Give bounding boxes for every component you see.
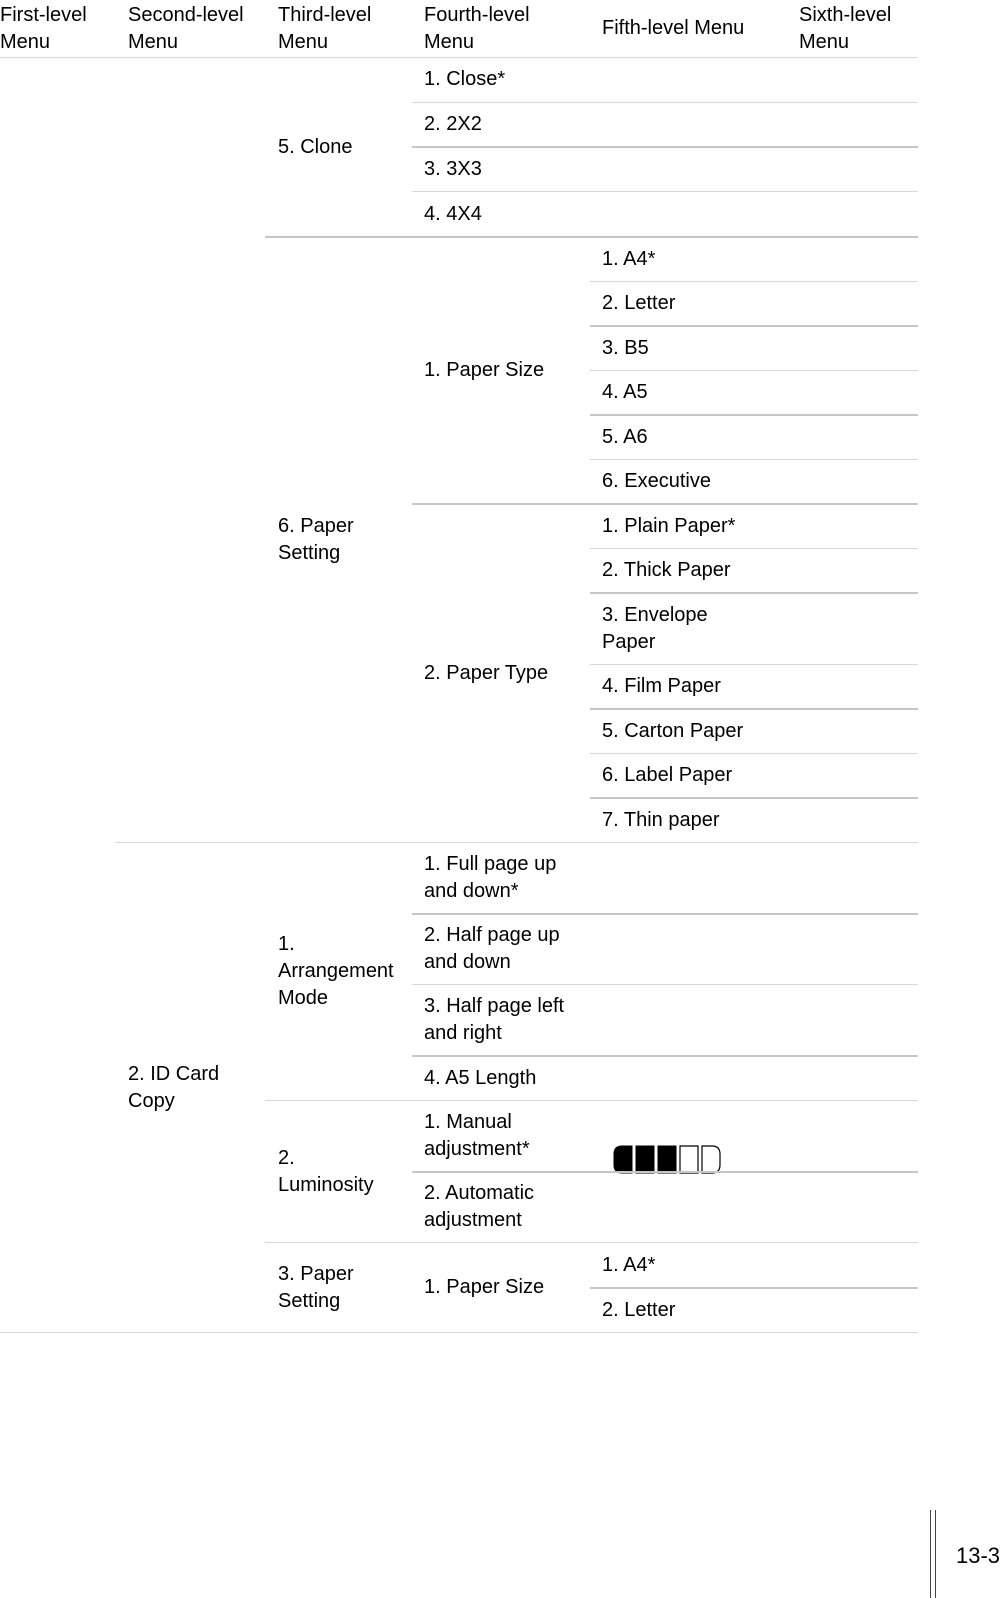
paper-setting-label: 6. Paper Setting — [278, 514, 354, 564]
arrangement-option: 3. Half page left and right — [424, 995, 565, 1044]
paper-size-option: 3. B5 — [602, 336, 649, 359]
header-fourth-level: Fourth-level Menu — [424, 3, 530, 53]
clone-option: 2. 2X2 — [424, 113, 482, 135]
clone-label: 5. Clone — [278, 135, 353, 158]
paper-size-option: 1. A4* — [602, 247, 656, 270]
luminosity-label: 2. Luminosity — [278, 1146, 374, 1196]
page-footer — [930, 1510, 1007, 1598]
luminosity-option: 2. Automatic adjustment — [424, 1182, 535, 1231]
id-paper-size-option: 2. Letter — [602, 1298, 676, 1321]
paper-size-option: 5. A6 — [602, 425, 648, 448]
arrangement-option: 4. A5 Length — [424, 1066, 537, 1089]
paper-type-option: 3. Envelope Paper — [602, 603, 708, 653]
header-third-level: Third-level Menu — [278, 3, 372, 53]
footer-rule — [930, 1510, 936, 1598]
paper-size-option: 4. A5 — [602, 380, 648, 403]
table-bottom-border — [0, 1332, 918, 1333]
row-divider — [412, 102, 918, 103]
id-card-copy-label: 2. ID Card Copy — [128, 1062, 220, 1112]
arrangement-mode-label: 1. Arrangement Mode — [278, 933, 394, 1009]
paper-type-option: 6. Label Paper — [602, 763, 733, 786]
luminosity-segment-filled — [614, 1146, 632, 1173]
paper-size-label: 1. Paper Size — [424, 358, 545, 381]
clone-option: 4. 4X4 — [424, 202, 482, 225]
paper-type-option: 7. Thin paper — [602, 808, 720, 831]
paper-type-option: 4. Film Paper — [602, 674, 721, 697]
arrangement-option: 2. Half page up and down — [424, 924, 560, 973]
luminosity-segment-empty — [702, 1146, 720, 1173]
header-sixth-level: Sixth-level Menu — [799, 3, 892, 53]
paper-size-option: 6. Executive — [602, 469, 711, 492]
clone-option: 1. Close* — [424, 68, 506, 90]
clone-option: 3. 3X3 — [424, 158, 482, 180]
header-first-level: First-level Menu — [0, 3, 87, 53]
luminosity-segment-filled — [636, 1146, 654, 1173]
id-paper-size-label: 1. Paper Size — [424, 1276, 545, 1298]
luminosity-segment-filled — [658, 1146, 676, 1173]
paper-type-label: 2. Paper Type — [424, 661, 549, 684]
row-divider — [412, 191, 918, 192]
arrangement-option: 1. Full page up and down* — [424, 853, 557, 902]
luminosity-segment-empty — [680, 1146, 698, 1173]
page-number: 13-3 — [956, 1543, 1001, 1568]
header-second-level: Second-level Menu — [128, 3, 244, 53]
id-paper-size-option: 1. A4* — [602, 1253, 656, 1276]
luminosity-option: 1. Manual adjustment* — [424, 1111, 530, 1160]
header-fifth-level: Fifth-level Menu — [602, 17, 745, 39]
paper-type-option: 5. Carton Paper — [602, 719, 744, 742]
paper-size-option: 2. Letter — [602, 291, 676, 314]
id-paper-setting-label: 3. Paper Setting — [278, 1262, 354, 1312]
paper-type-option: 1. Plain Paper* — [602, 514, 736, 537]
group-divider — [265, 1242, 918, 1243]
row-divider — [412, 146, 918, 148]
paper-type-option: 2. Thick Paper — [602, 559, 731, 581]
group-divider — [265, 236, 918, 238]
